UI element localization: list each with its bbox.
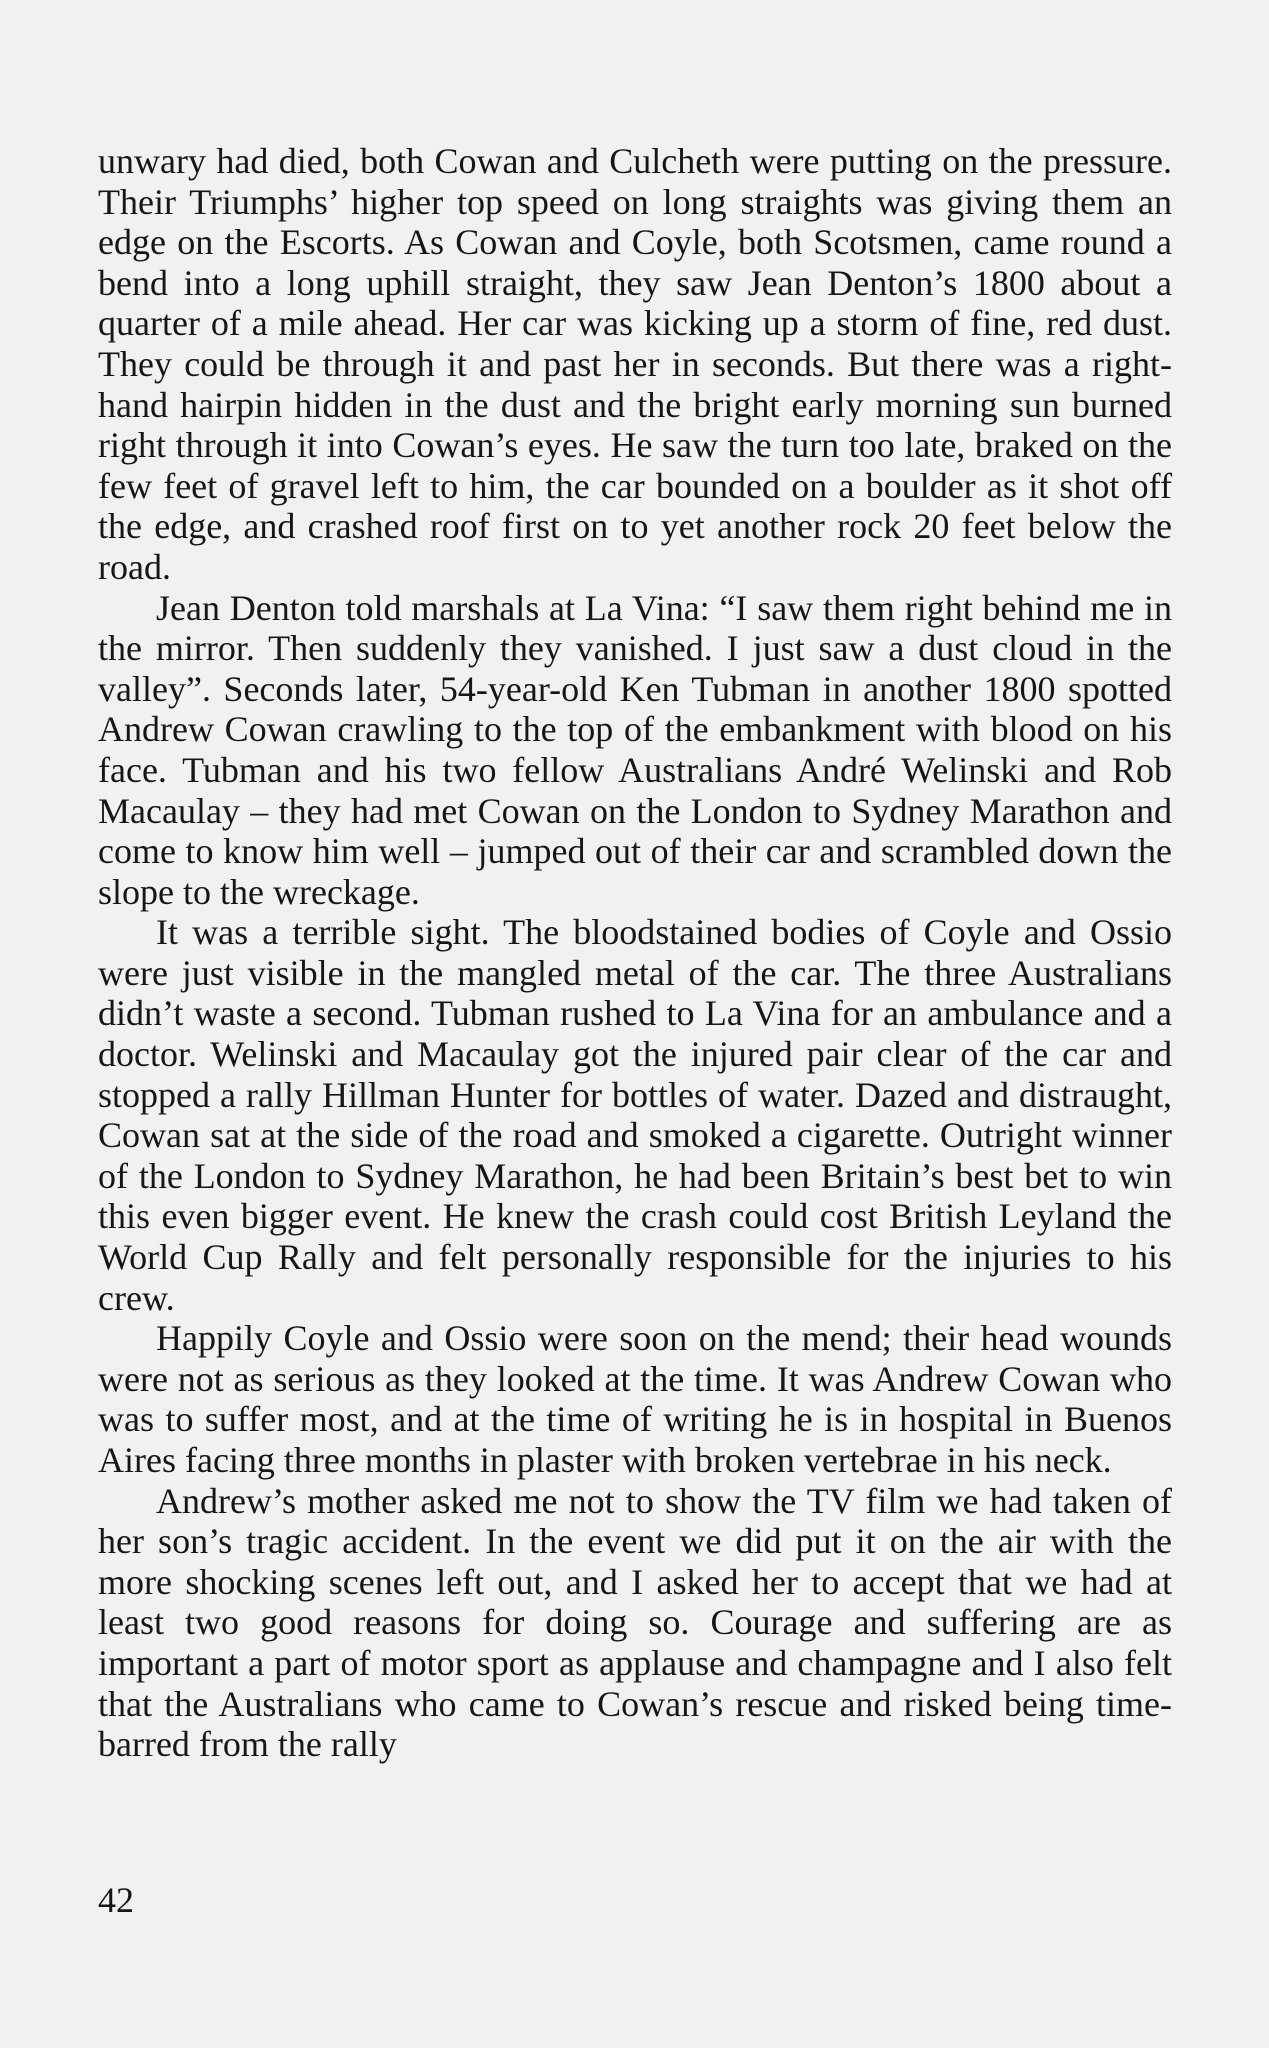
paragraph: It was a terrible sight. The bloodstained bodies of Coyle and Ossio were just visible in the mangled metal of the car. The three Australians didn’t waste a second. Tubman rushed to La Vina for an ambulance and a doctor. Welinski and Macaulay got the injured pair clear of the car and stopped a rally Hillman Hunter for bottles of water. Dazed and distraught, Cowan sat at the side of the road and smoked a cigarette. Outright winner of the London to Sydney Marathon, he had been Britain’s best bet to win this even bigger event. He knew the crash could cost British Leyland the World Cup Rally and felt personally responsible for the injuries to his crew. [98, 912, 1172, 1318]
paragraph: Happily Coyle and Ossio were soon on the mend; their head wounds were not as serious as they looked at the time. It was Andrew Cowan who was to suffer most, and at the time of writing he is in hospital in Buenos Aires facing three months in plaster with broken vertebrae in his neck. [98, 1318, 1172, 1480]
paragraph: unwary had died, both Cowan and Culcheth were putting on the pressure. Their Triumphs’ higher top speed on long straights was giving them an edge on the Escorts. As Cowan and Coyle, both Scotsmen, came round a bend into a long uphill straight, they saw Jean Denton’s 1800 about a quarter of a mile ahead. Her car was kicking up a storm of fine, red dust. They could be through it and past her in seconds. But there was a right-hand hairpin hidden in the dust and the bright early morning sun burned right through it into Cowan’s eyes. He saw the turn too late, braked on the few feet of gravel left to him, the car bounded on a boulder as it shot off the edge, and crashed roof first on to yet another rock 20 feet below the road. [98, 141, 1172, 587]
paragraph: Andrew’s mother asked me not to show the TV film we had taken of her son’s tragic accident. In the event we did put it on the air with the more shocking scenes left out, and I asked her to accept that we had at least two good reasons for doing so. Courage and suffering are as important a part of motor sport as applause and champagne and I also felt that the Australians who came to Cowan’s rescue and risked being time-barred from the rally [98, 1480, 1172, 1765]
body-text [98, 141, 1172, 1765]
paragraph: Jean Denton told marshals at La Vina: “I saw them right behind me in the mirror. Then suddenly they vanished. I just saw a dust cloud in the valley”. Seconds later, 54-year-old Ken Tubman in another 1800 spotted Andrew Cowan crawling to the top of the embankment with blood on his face. Tubman and his two fellow Australians André Welinski and Rob Macaulay – they had met Cowan on the London to Sydney Marathon and come to know him well – jumped out of their car and scrambled down the slope to the wreckage. [98, 587, 1172, 912]
page-number: 42 [98, 1880, 134, 1920]
